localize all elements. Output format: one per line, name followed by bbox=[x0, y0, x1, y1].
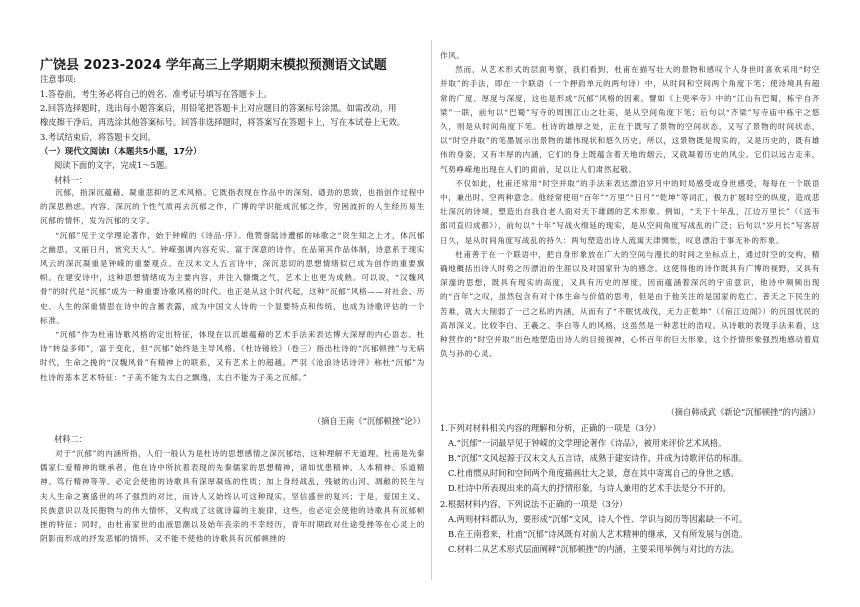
question-option: A.两则材料都认为，要形成“沉郁”文风，诗人个性、学识与阅历等因素缺一不可。 bbox=[448, 514, 748, 524]
paragraph: “沉郁”见于文学理论著作，始于钟嵘的《诗品·序》。他赞誉陆诗遭郁的咏歌之“资生知之上才，体沉郁之幽思，文丽日月，赏究天人”。钟嵘强调内容充实、富于深意的诗作，在品第其作品体制，诗意系于现实风云的深沉凝重是钟嵘的重要观点。在汉末文人五言诗中，深沉悲切的思想情绪似已成为创作的重要旗帜。在建安诗中，这种思想情绪成为主要内容，并注入慷慨之气，艺术上也更为成熟。可以说，“汉魏风骨”的时代是“沉郁”成为一种重要诗歌风格的时代。也正是从这个时代起，这种“沉郁”风格——对社会、历史、人生的深重情思在诗中的含蓄表露，成为中国文人诗的一个显要特点和传统，也成为诗歌评估的一个标准。 bbox=[40, 230, 425, 325]
paragraph: 杜甫善于在一个联语中，把自身形象放在广大的空间与漫长的时间之坐标点上，通过时空的交构，精确地概括出诗人时势之历漂泊的生涯以及对国家针为的感念。这使得他的诗作既具有广博的视野，又具有深邃的思想，既具有现实的高度，又具有历史的厚度，因而蕴涵着深沉的宇宙意识，他诗中频频出现的“百年”之叹，虽然包含有对个体生命与价值的思考，但是由于他关注的是国家的危亡、普天之下民生的苦难，就大大削弱了一己之私的内涵，从而有了“不眠忧战伐，无力正乾坤”（《宿江边阁》）的沉国忧民的高昂深义。比较李白、王羲之、李白等人的风格，这虽然是一种悲壮的浩叹。从诗歌的表现手法来看，这种营作的“时空并取”出色地塑造出诗人的目接视神，心怀百年的巨大形象，这个抒情形象强烈地感动着肩负与孙的心灵。 bbox=[440, 249, 820, 359]
source-citation: （摘自韩成武《新论“沉郁顿挫”的内涵》） bbox=[666, 407, 820, 417]
paragraph: “沉郁”作为杜甫诗歌风格的定出特征，体现在以沉雄蕴藉的艺术手法来表达博大深厚的内心语志。杜诗“转益多师”，富于变化，但“沉郁”始终是主导风格。《杜诗镜铨》（卷三）指出杜诗的“沉郁顿挫”与无病时代，生命之挽的“汉魏风骨”有精神上的联系，又有艺术上的超越。严羽《沧浪诗话诗评》称杜“沉郁”为杜诗的基本艺术特征：“子美不能为太白之飘逸，太白不能为子美之沉郁。” bbox=[40, 330, 425, 382]
section-heading: （一）现代文阅读Ⅰ（本题共5小题，17分） bbox=[40, 146, 202, 156]
question-stem: 2.根据材料内容，下列说法不正确的一项是（3分） bbox=[440, 499, 628, 509]
paragraph: 沉郁，指深沉蕴藉、凝重悲抑的艺术风格。它既指表现在作品中的深刻、遒劲的思致，也指创作过程中的深思熟虑。内容、深沉的个性气质再去沉郁之作，广博的学识能成沉郁之作，穷困波折的人生经历易生沉郁的情怀，发为沉郁的文字。 bbox=[40, 188, 425, 226]
material2-body bbox=[40, 447, 425, 546]
notice-item: 2.回答选择题时，选出每小题答案后，用铅笔把答题卡上对应题目的答案标号涂黑。如需改动，用 bbox=[40, 103, 397, 113]
question-option: D.杜诗中所表现出来的高大的抒情形象，与诗人兼用的艺术手法是分不开的。 bbox=[448, 483, 731, 493]
source-citation: （摘自王南《“沉郁顿挫”论》） bbox=[312, 416, 425, 426]
exam-title: 广饶县 2023-2024 学年高三上学期期末模拟预测语文试题 bbox=[40, 58, 387, 73]
question-option: A.“沉郁”一词最早见于钟嵘的文学理论著作《诗品》，被用来评价艺术风格。 bbox=[448, 438, 727, 448]
material2-continued bbox=[440, 49, 820, 361]
question-option: C.杜甫惯从时间和空间两个角度描画壮大之景，意在其中寄寓自己的身世之感。 bbox=[448, 468, 739, 478]
question-option: B.“沉郁”文风起源于汉末文人五言诗，成熟于建安诗作，并成为诗歌评估的标准。 bbox=[448, 453, 748, 463]
material1-body bbox=[40, 186, 425, 385]
question-stem: 1.下列对材料相关内容的理解和分析，正确的一项是（3分） bbox=[440, 423, 661, 433]
paragraph: 然而，从艺术形式的层面考察，我们看到，杜甫在描写壮大的景物和感叹个人身世时喜欢采用“时空并取”的手法，即在一个联语（一个押韵单元的两句诗）中，从时间和空间两个角度下笔；使诗境具有超常的广度、厚度与深度，这也是形成“沉郁”风格的因素。譬如《上兜率寺》中的“江山有巴蜀，栋宇自齐梁”一联，前句以“巴蜀”写寺的周围江山之壮美，是从空间角度下笔；后句以“齐梁”写寺庙中栋宇之悠久，则是从时间角度下笔。杜诗的雄厚之处，正在于既写了景物的空间状态，又写了景物的时间状态，以“时空并取”的笔墨展示出景物的雄伟现状和悠久历史。所以，这景物既是现实的，又是历史的，既有雄伟的身姿，又有丰厚的内涵，它们的身上既蕴含着天地的烟云，又就凝着历史的风尘。它们以远古走来，气势峥嵘地出现在人们的面前，足以让人们肃然起敬。 bbox=[440, 65, 820, 174]
paragraph: 作风。 bbox=[440, 51, 465, 60]
question-option: C.材料二从艺术形式层面阐释“沉郁顿挫”的内涵，主要采用举例与对比的方法。 bbox=[448, 544, 739, 554]
notice-heading: 注意事项: bbox=[40, 74, 76, 84]
section-instruction: 阅读下面的文字，完成1～5题。 bbox=[54, 160, 173, 170]
paragraph: 对于“沉郁”的内涵所指，人们一般认为是杜诗的思想感情之深沉郁结，这种理解不无道理。杜甫是先秦儒家仁爱精神的继承者，他在诗中所抗着表现的先秦儒家的思想精神，诸如忧患精神、人本精神、乐道精神、笃行精神等等。必定会使他的诗歌具有深厚凝炼的性质；加上身经战乱，残破的山河、凋敝的民生与夫人生命之赛盛世的坏了强烈的对比，而诗人又始终认可这种现实，坚信盛世的复兴；于是，爱国主义、民族意识以及民胞物与的伟大情怀，又构成了这就诗篇的主旋律，这些，也必定会使他的诗歌具有沉郁顿挫的特征；同时，由杜甫家世的血液思潮以及始年丧亲的不幸经历，青年时期政对仕途受挫等在心灵上的阴影而形成的抒发悲郁的情怀，又不能不使他的诗歌具有沉郁顿挫的 bbox=[40, 449, 425, 544]
notice-item: 1.答卷前，考生务必将自己的姓名、准考证号填写在答题卡上。 bbox=[40, 89, 272, 99]
question-option: B.在王南看来，杜甫“沉郁”诗风既有对前人艺术精神的继承，又有所发展与创造。 bbox=[448, 529, 748, 539]
material2-label: 材料二： bbox=[54, 434, 88, 444]
column-divider bbox=[431, 40, 432, 580]
notice-item: 橡皮擦干净后，再选涂其他答案标号。回答非选择题时，将答案写在答题卡上，写在本试卷上无效。 bbox=[40, 117, 406, 127]
paragraph: 不仅如此，杜甫还常用“时空并取”的手法来表达漂泊岁月中的时局感受或身世感受，每每在一个联语中，兼出时、空两种意念。他经常使用“百年”“万里”“日月”“乾坤”等词汇，极力扩展时空的纵度，造成悲壮深沉的诗境，塑造出自我自老人面对天下雄阔的艺术形象。例如，“天下十年乱，江边万里长”（《送韦郎司直归成都》），前句以“十年”写战火绵延的现实，是从空间角度写战乱的广泛；后句以“岁月长”写客居日久，是从时间角度写战乱的持久：两句塑造出诗人流寓天津惆怅，叹息漂泊于事无补的形象。 bbox=[440, 178, 820, 245]
notice-item: 3.考试结束后，将答题卡交回。 bbox=[40, 132, 156, 142]
material1-label: 材料一： bbox=[54, 175, 88, 185]
